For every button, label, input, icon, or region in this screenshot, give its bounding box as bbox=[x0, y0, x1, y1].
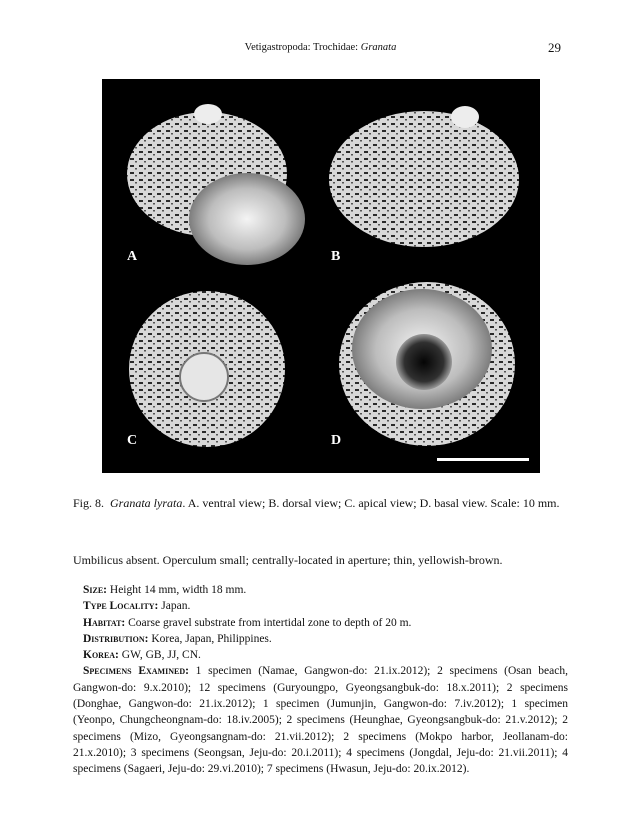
figure-plate bbox=[102, 79, 540, 473]
specimens-label: Specimens Examined: bbox=[83, 665, 189, 678]
panel-label-c: C bbox=[127, 433, 138, 448]
habitat-label: Habitat: bbox=[83, 616, 126, 629]
size-label: Size: bbox=[83, 584, 108, 596]
distribution-line bbox=[73, 631, 568, 647]
caption-prefix: Fig. 8. bbox=[73, 496, 105, 510]
type-locality-label: Type Locality: bbox=[83, 600, 159, 613]
running-head-genus: Granata bbox=[360, 42, 397, 53]
panel-label-d: D bbox=[331, 433, 342, 448]
korea-line bbox=[73, 647, 568, 663]
specimens-paragraph bbox=[73, 663, 568, 777]
shell-photographs bbox=[102, 79, 540, 473]
intro-paragraph: Umbilicus absent. Operculum small; centrally-located in aperture; thin, yellowish-brown. bbox=[73, 553, 503, 567]
scale-bar bbox=[437, 458, 529, 461]
distribution-text: Korea, Japan, Philippines. bbox=[148, 632, 272, 645]
panel-label-a: A bbox=[127, 249, 138, 264]
type-locality-text: Japan. bbox=[158, 600, 191, 613]
shell-c-apical bbox=[129, 291, 285, 447]
figure-caption bbox=[73, 496, 560, 511]
shell-a-ventral bbox=[127, 104, 305, 265]
korea-label: Korea: bbox=[83, 649, 119, 662]
page-number: 29 bbox=[548, 40, 561, 55]
caption-text: . A. ventral view; B. dorsal view; C. apical view; D. basal view. Scale: 10 mm. bbox=[182, 496, 560, 510]
habitat-line bbox=[73, 615, 568, 631]
korea-text: GW, GB, JJ, CN. bbox=[118, 649, 201, 662]
shell-b-dorsal bbox=[329, 106, 519, 247]
specimens-text: 1 specimen (Namae, Gangwon-do: 21.ix.2012); 2 specimens (Osan beach, Gangwon-do: 9.x.2010); 12 specimens (Guryoungpo, Gyeongsangbuk-do: 18.x.2011); 2 specimens (Donghae, Gangwon-do: 21.ix.2012); 1 specimen (Jumunjin, Gangwon-do: 7.iv.2012); 1 specimen (Yeonpo, Chungcheongnam-do: 18.iv.2005); 2 specimens (Heunghae, Gyeongsangbuk-do: 21.v.2012); 2 specimens (Mizo, Gyeongsangnam-do: 21.vii.2012); 2 specimens (Mokpo harbor, Jeollanam-do: 21.x.2010); 3 specimens (Seongsan, Jeju-do: 20.i.2011); 4 specimens (Jongdal, Jeju-do: 21.vii.2011); 4 specimens (Sagaeri, Jeju-do: 29.vi.2010); 7 specimens (Hwasun, Jeju-do: 20.ix.2012). bbox=[73, 665, 568, 776]
shell-d-basal bbox=[339, 282, 515, 446]
size-text: Height 14 mm, width 18 mm. bbox=[107, 584, 247, 596]
caption-species: Granata lyrata bbox=[110, 496, 183, 510]
habitat-text: Coarse gravel substrate from intertidal zone to depth of 20 m. bbox=[125, 616, 412, 629]
distribution-label: Distribution: bbox=[83, 632, 149, 645]
species-description bbox=[73, 582, 568, 778]
type-locality-line bbox=[73, 598, 568, 614]
size-line bbox=[73, 582, 568, 598]
panel-label-b: B bbox=[331, 249, 341, 264]
running-head bbox=[0, 42, 641, 53]
running-head-text: Vetigastropoda: Trochidae: bbox=[244, 42, 361, 53]
